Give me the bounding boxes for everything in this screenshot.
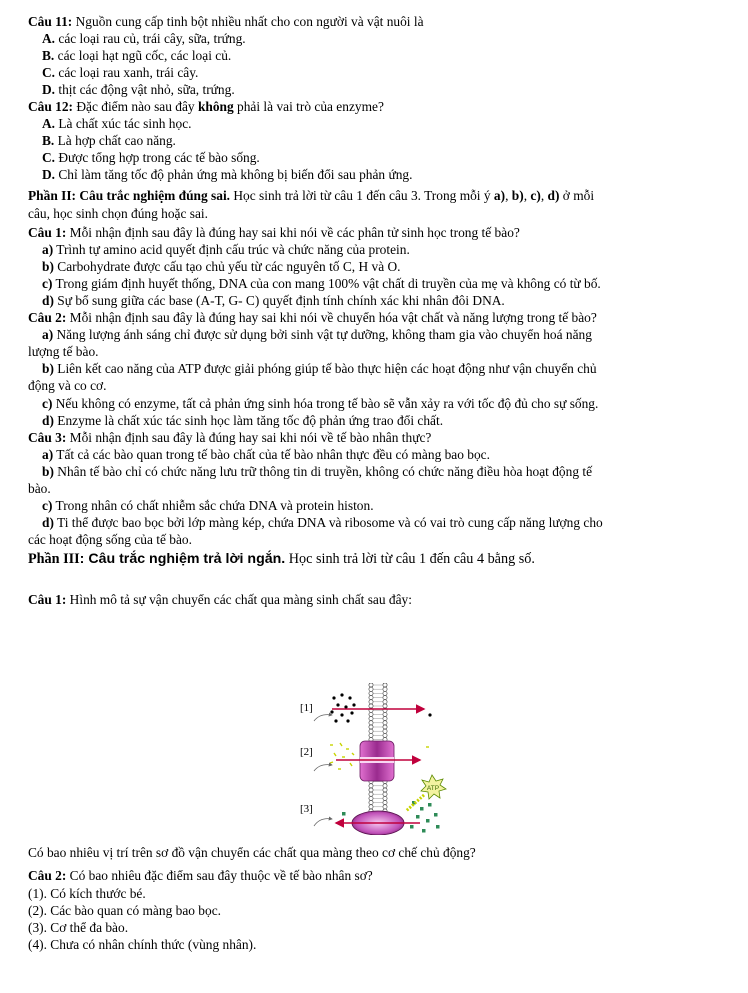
lipid-head	[369, 805, 373, 809]
tf-item-a: a) Năng lượng ánh sáng chỉ được sử dụng bởi sinh vật tự dưỡng, không tham gia vào chuyển hoá năng	[42, 327, 592, 342]
option-d: D. Chỉ làm tăng tốc độ phản ứng mà không bị biến đổi sau phản ứng.	[42, 167, 413, 182]
tf-item-d: d) Enzyme là chất xúc tác sinh học làm tăng tốc độ phản ứng trao đổi chất.	[42, 413, 444, 428]
lipid-head	[383, 691, 387, 695]
option-c: C. Được tổng hợp trong các tế bào sống.	[42, 150, 260, 165]
list-item-3: (3). Cơ thể đa bào.	[28, 920, 129, 935]
tf-item-c: c) Nếu không có enzyme, tất cả phản ứng sinh hóa trong tế bào sẽ vẫn xảy ra với tốc độ đủ cho sự sống.	[42, 396, 599, 411]
lipid-head	[383, 700, 387, 704]
lipid-head	[383, 712, 387, 716]
tf-question-3: Câu 3: Mỗi nhận định sau đây là đúng hay sai khi nói về tế bào nhân thực?	[28, 430, 432, 445]
lipid-head	[383, 788, 387, 792]
tf-item-b: b) Nhân tế bào chỉ có chức năng lưu trữ thông tin di truyền, không có chức năng điều hòa hoạt động tế	[42, 464, 593, 479]
pointer-1	[314, 715, 332, 721]
list-item-1: (1). Có kích thước bé.	[28, 886, 146, 901]
lipid-head	[383, 683, 387, 687]
option-a: A. Là chất xúc tác sinh học.	[42, 116, 192, 131]
lipid-head	[369, 687, 373, 691]
lipid-head	[383, 725, 387, 729]
question-text: Nguồn cung cấp tinh bột nhiều nhất cho con người và vật nuôi là	[72, 14, 424, 29]
tf-item-c: c) Trong nhân có chất nhiễm sắc chứa DNA và protein histon.	[42, 498, 374, 513]
question-label: Câu 11:	[28, 14, 73, 29]
tf-item-a: a) Trình tự amino acid quyết định cấu trúc và chức năng của protein.	[42, 242, 410, 257]
tf-item-c: c) Trong giám định huyết thống, DNA của con mang 100% vật chất di truyền của mẹ và không có từ bố.	[42, 276, 601, 291]
tf-question-2: Câu 2: Mỗi nhận định sau đây là đúng hay sai khi nói về chuyển hóa vật chất và năng lượng trong tế bào?	[28, 310, 597, 325]
lipid-head	[383, 696, 387, 700]
lipid-head	[369, 729, 373, 733]
lipid-head	[383, 792, 387, 796]
lipid-head	[369, 721, 373, 725]
option-c: C. các loại rau xanh, trái cây.	[42, 65, 199, 80]
lipid-head	[369, 725, 373, 729]
tf-item-d: d) Ti thể được bao bọc bởi lớp màng kép, chứa DNA và ribosome và có vai trò cung cấp năng lượng cho	[42, 515, 603, 530]
lipid-head	[369, 696, 373, 700]
emphasis: không	[197, 99, 234, 114]
tf-question-1: Câu 1: Mỗi nhận định sau đây là đúng hay sai khi nói về các phân tử sinh học trong tế bào?	[28, 225, 520, 240]
tf-item-d: d) Sự bổ sung giữa các base (A-T, G- C) quyết định tính chính xác khi nhân đôi DNA.	[42, 293, 505, 308]
figure-label-3: [3]	[300, 803, 313, 815]
option-a: A. các loại rau củ, trái cây, sữa, trứng.	[42, 31, 246, 46]
lipid-head	[369, 784, 373, 788]
lipid-head	[369, 801, 373, 805]
lipid-head	[383, 796, 387, 800]
question-12: Câu 12: Đặc điểm nào sau đây không phải là vai trò của enzyme?	[28, 99, 384, 114]
tf-item-b-cont: động và co cơ.	[28, 378, 107, 393]
lipid-head	[369, 691, 373, 695]
membrane-transport-figure	[292, 683, 462, 835]
list-item-2: (2). Các bào quan có màng bao bọc.	[28, 903, 221, 918]
question-11	[28, 14, 424, 31]
lipid-head	[383, 801, 387, 805]
option-b: B. các loại hạt ngũ cốc, các loại củ.	[42, 48, 232, 63]
question-label: Câu 12:	[28, 99, 74, 114]
short-question-1-prompt: Có bao nhiêu vị trí trên sơ đồ vận chuyển các chất qua màng theo cơ chế chủ động?	[28, 845, 476, 860]
lipid-head	[369, 796, 373, 800]
lipid-head	[369, 683, 373, 687]
lipid-head	[383, 687, 387, 691]
atp-burst	[406, 775, 446, 811]
tf-item-b: b) Carbohydrate được cấu tạo chủ yếu từ các nguyên tố C, H và O.	[42, 259, 401, 274]
part-2-heading: Phần II: Câu trắc nghiệm đúng sai. Học sinh trả lời từ câu 1 đến câu 3. Trong mỗi ý a), b), c), d) ở mỗi	[28, 188, 595, 203]
lipid-head	[383, 805, 387, 809]
figure-label-2: [2]	[300, 746, 313, 758]
short-question-2: Câu 2: Có bao nhiêu đặc điểm sau đây thuộc về tế bào nhân sơ?	[28, 868, 373, 883]
lipid-head	[383, 704, 387, 708]
figure-label-1: [1]	[300, 702, 313, 714]
tf-item-b-cont: bào.	[28, 481, 51, 496]
lipid-head	[383, 717, 387, 721]
lipid-head	[383, 733, 387, 737]
option-d: D. thịt các động vật nhỏ, sữa, trứng.	[42, 82, 235, 97]
lipid-head	[369, 704, 373, 708]
tf-item-a: a) Tất cả các bào quan trong tế bào chất của tế bào nhân thực đều có màng bao bọc.	[42, 447, 490, 462]
lipid-head	[369, 700, 373, 704]
pointer-2	[314, 765, 332, 771]
pointer-3	[314, 819, 332, 826]
lipid-head	[369, 733, 373, 737]
option-b: B. Là hợp chất cao năng.	[42, 133, 176, 148]
short-question-1: Câu 1: Hình mô tả sự vận chuyển các chất qua màng sinh chất sau đây:	[28, 592, 412, 607]
lipid-head	[383, 784, 387, 788]
tf-item-d-cont: các hoạt động sống của tế bào.	[28, 532, 192, 547]
lipid-head	[369, 792, 373, 796]
lipid-head	[369, 788, 373, 792]
lipid-head	[369, 717, 373, 721]
lipid-head	[383, 721, 387, 725]
tf-item-a-cont: lượng tế bào.	[28, 344, 99, 359]
part-2-heading-line2: câu, học sinh chọn đúng hoặc sai.	[28, 206, 208, 221]
part-3-heading: Phần III: Câu trắc nghiệm trả lời ngắn. Học sinh trả lời từ câu 1 đến câu 4 bằng số.	[28, 551, 535, 567]
tf-item-b: b) Liên kết cao năng của ATP được giải phóng giúp tế bào thực hiện các hoạt động như vận chuyển chủ	[42, 361, 597, 376]
lipid-head	[369, 712, 373, 716]
atp-label: ATP	[426, 785, 440, 792]
list-item-4: (4). Chưa có nhân chính thức (vùng nhân).	[28, 937, 257, 952]
lipid-head	[383, 729, 387, 733]
